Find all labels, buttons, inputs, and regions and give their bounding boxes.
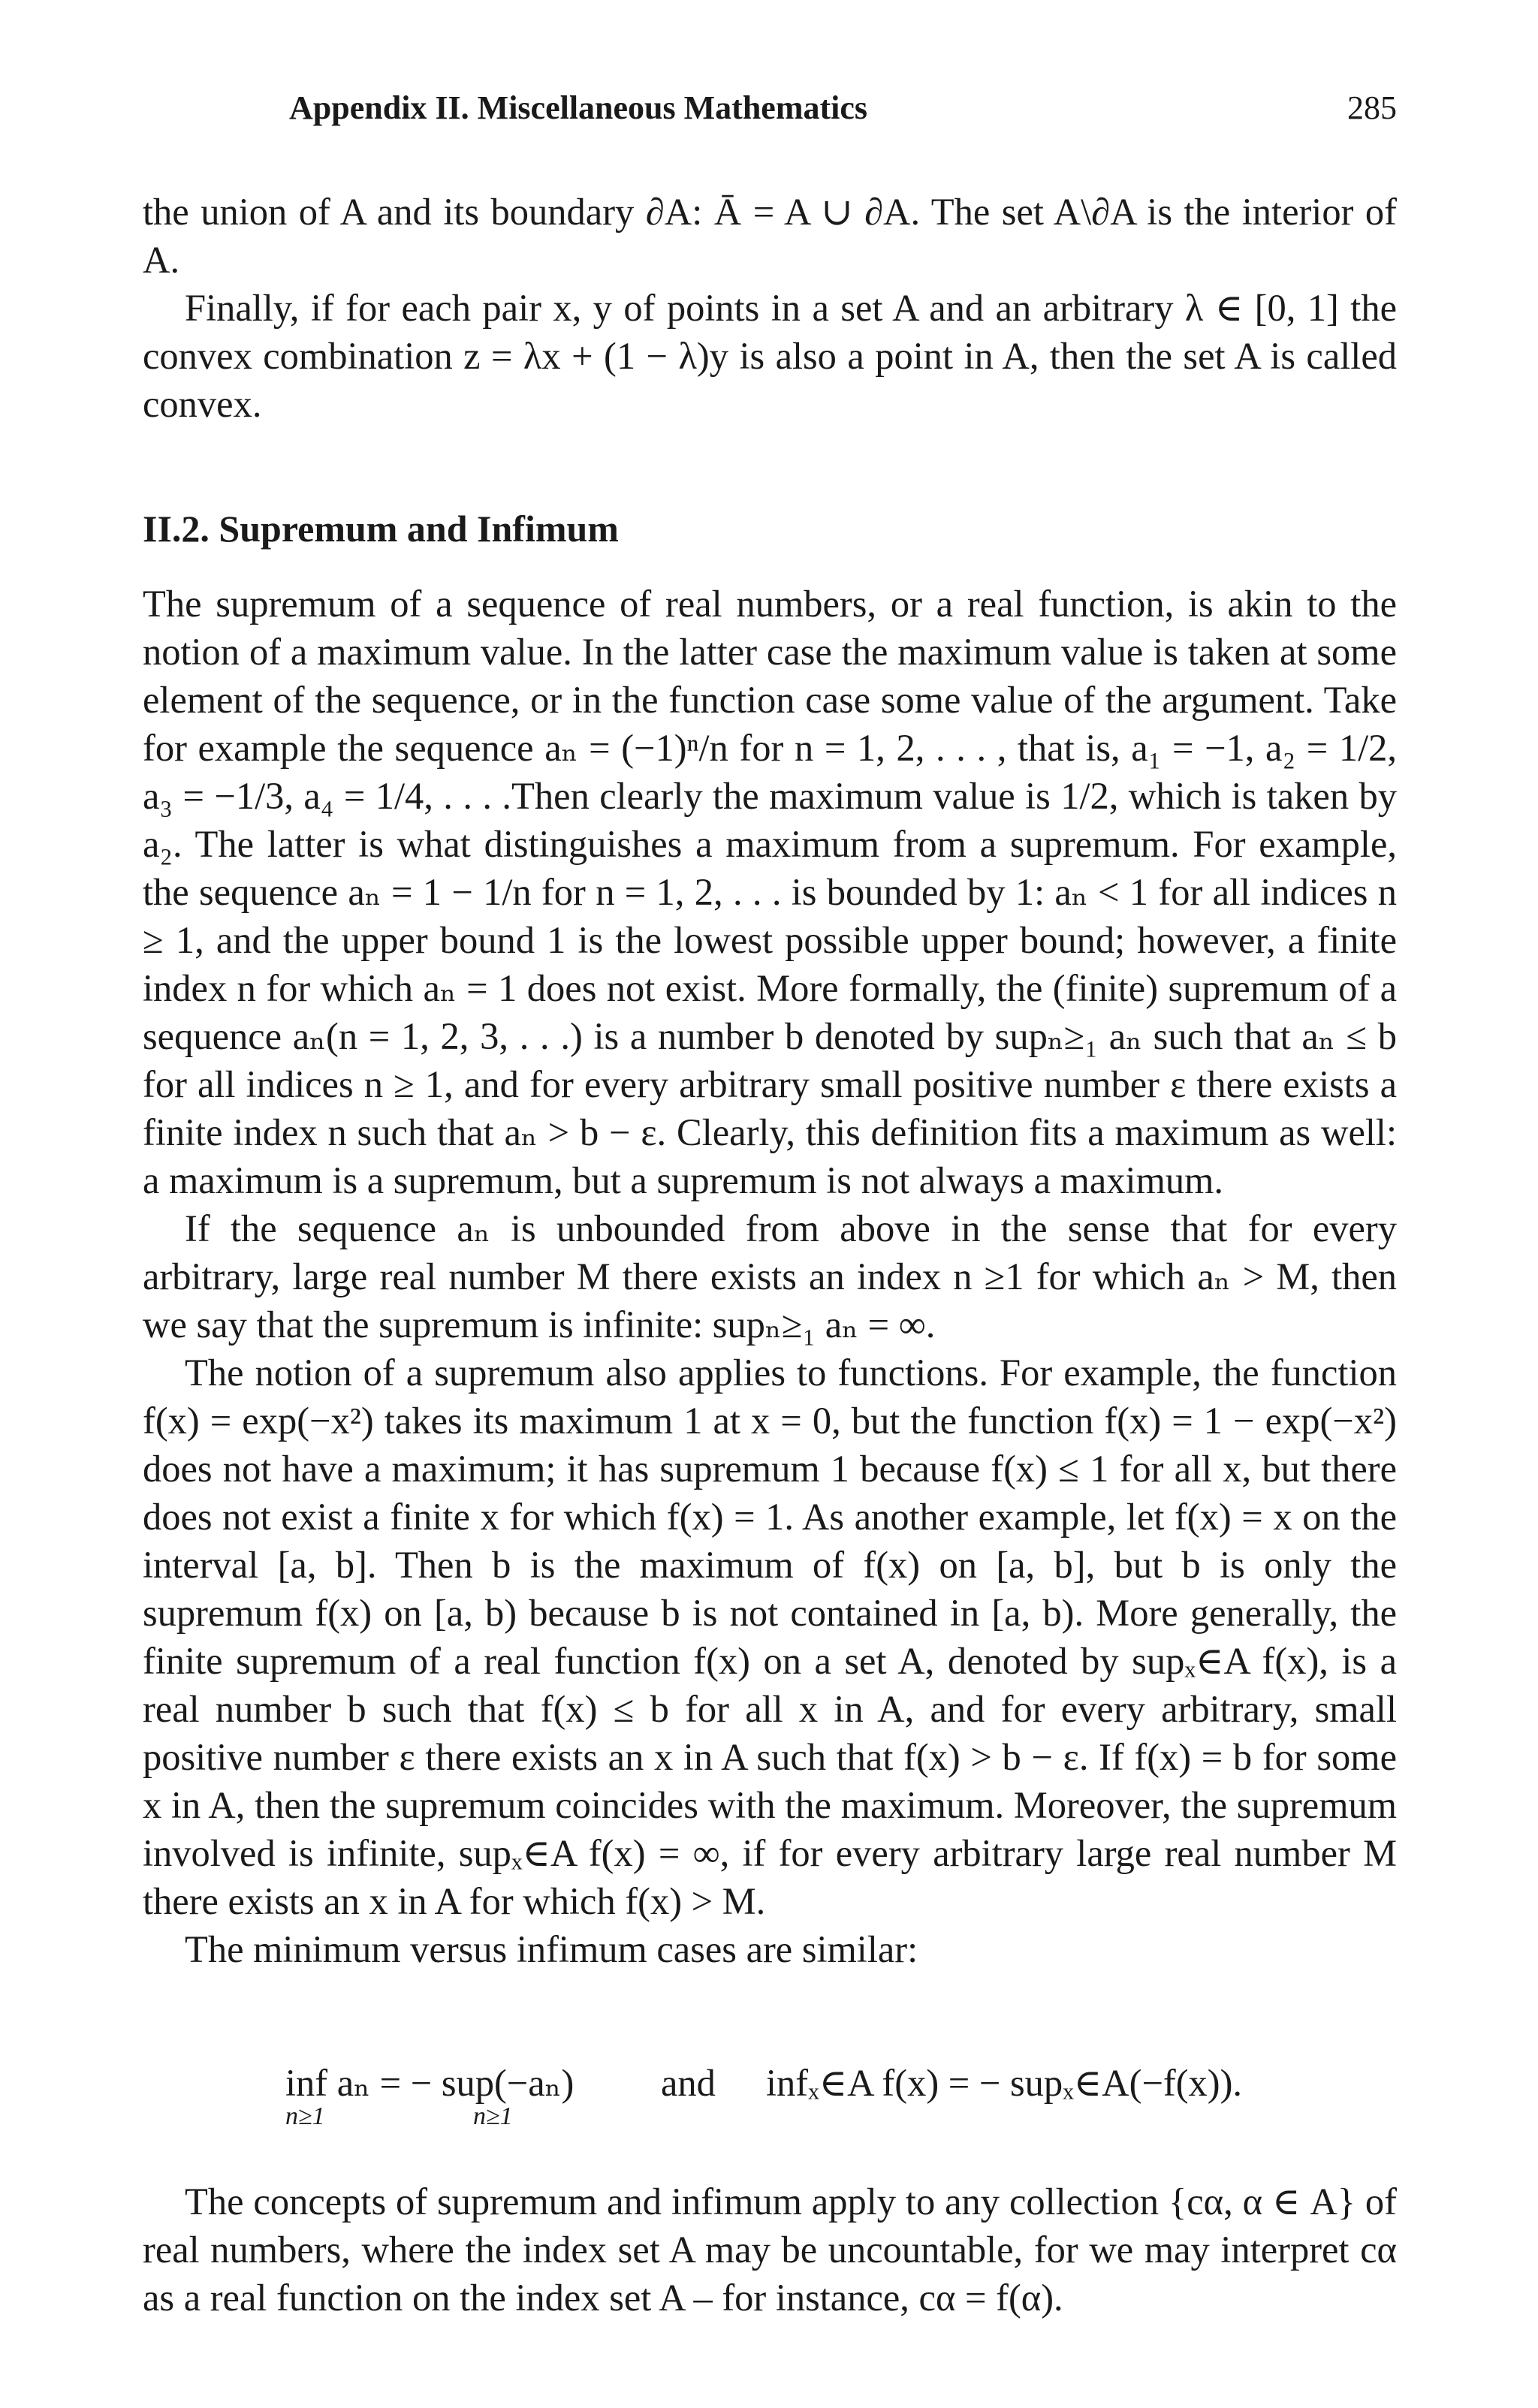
running-head-title: Appendix II. Miscellaneous Mathematics <box>289 89 867 126</box>
section-body <box>143 580 1397 1973</box>
paragraph-interior: the union of A and its boundary ∂A: Ā = A ∪ ∂A. The set A\∂A is the interior of A. <box>143 191 1397 281</box>
intro-text <box>143 188 1397 428</box>
closing-text <box>143 2177 1397 2322</box>
paragraph-unbounded: If the sequence aₙ is unbounded from above in the sense that for every arbitrary, large real number M there exists an index n ≥1 for which aₙ > M, then we say that the supremum is infinite: supₙ≥₁ aₙ = ∞. <box>143 1207 1397 1346</box>
equation-inf-subscript: n≥1 <box>285 2102 325 2130</box>
running-head <box>289 84 1397 132</box>
paragraph-infimum-intro: The minimum versus infimum cases are similar: <box>185 1928 918 1970</box>
equation-rhs: infₓ∈A f(x) = − supₓ∈A(−f(x)). <box>766 2062 1243 2104</box>
paragraph-convex: Finally, if for each pair x, y of points in a set A and an arbitrary λ ∈ [0, 1] the convex combination z = λx + (1 − λ)y is also a point in A, then the set A is called convex. <box>143 287 1397 425</box>
paragraph-functions: The notion of a supremum also applies to functions. For example, the function f(x) = exp(−x²) takes its maximum 1 at x = 0, but the function f(x) = 1 − exp(−x²) does not have a maximum; it has supremum 1 because f(x) ≤ 1 for all x, but there does not exist a finite x for which f(x) = 1. As another example, let f(x) = x on the interval [a, b]. Then b is the maximum of f(x) on [a, b], but b is only the supremum f(x) on [a, b) because b is not contained in [a, b). More generally, the finite supremum of a real function f(x) on a set A, denoted by supₓ∈A f(x), is a real number b such that f(x) ≤ b for all x in A, and for every arbitrary, small positive number ε there exists an x in A such that f(x) > b − ε. If f(x) = b for some x in A, then the supremum coincides with the maximum. Moreover, the supremum involved is infinite, supₓ∈A f(x) = ∞, if for every arbitrary large real number M there exists an x in A for which f(x) > M. <box>143 1352 1397 1922</box>
display-equation <box>285 2059 1412 2149</box>
page-number: 285 <box>1347 89 1397 126</box>
paragraph-supremum-definition: The supremum of a sequence of real numbers, or a real function, is akin to the notion of a maximum value. In the latter case the maximum value is taken at some element of the sequence, or in the function case some value of the argument. Take for example the sequence aₙ = (−1)ⁿ/n for n = 1, 2, . . . , that is, a₁ = −1, a₂ = 1/2, a₃ = −1/3, a₄ = 1/4, . . . .Then clearly the maximum value is 1/2, which is taken by a₂. The latter is what distinguishes a maximum from a supremum. For example, the sequence aₙ = 1 − 1/n for n = 1, 2, . . . is bounded by 1: aₙ < 1 for all indices n ≥ 1, and the upper bound 1 is the lowest possible upper bound; however, a finite index n for which aₙ = 1 does not exist. More formally, the (finite) supremum of a sequence aₙ(n = 1, 2, 3, . . .) is a number b denoted by supₙ≥₁ aₙ such that aₙ ≤ b for all indices n ≥ 1, and for every arbitrary small positive number ε there exists a finite index n such that aₙ > b − ε. Clearly, this definition fits a maximum as well: a maximum is a supremum, but a supremum is not always a maximum. <box>143 583 1397 1201</box>
section-heading: II.2. Supremum and Infimum <box>143 508 619 550</box>
equation-connector: and <box>661 2062 716 2104</box>
equation-lhs: inf aₙ = − sup(−aₙ) <box>285 2062 574 2104</box>
paragraph-collections: The concepts of supremum and infimum apply to any collection {cα, α ∈ A} of real numbers, where the index set A may be uncountable, for we may interpret cα as a real function on the index set A – for instance, cα = f(α). <box>143 2180 1397 2319</box>
equation-sup-subscript: n≥1 <box>473 2102 513 2130</box>
